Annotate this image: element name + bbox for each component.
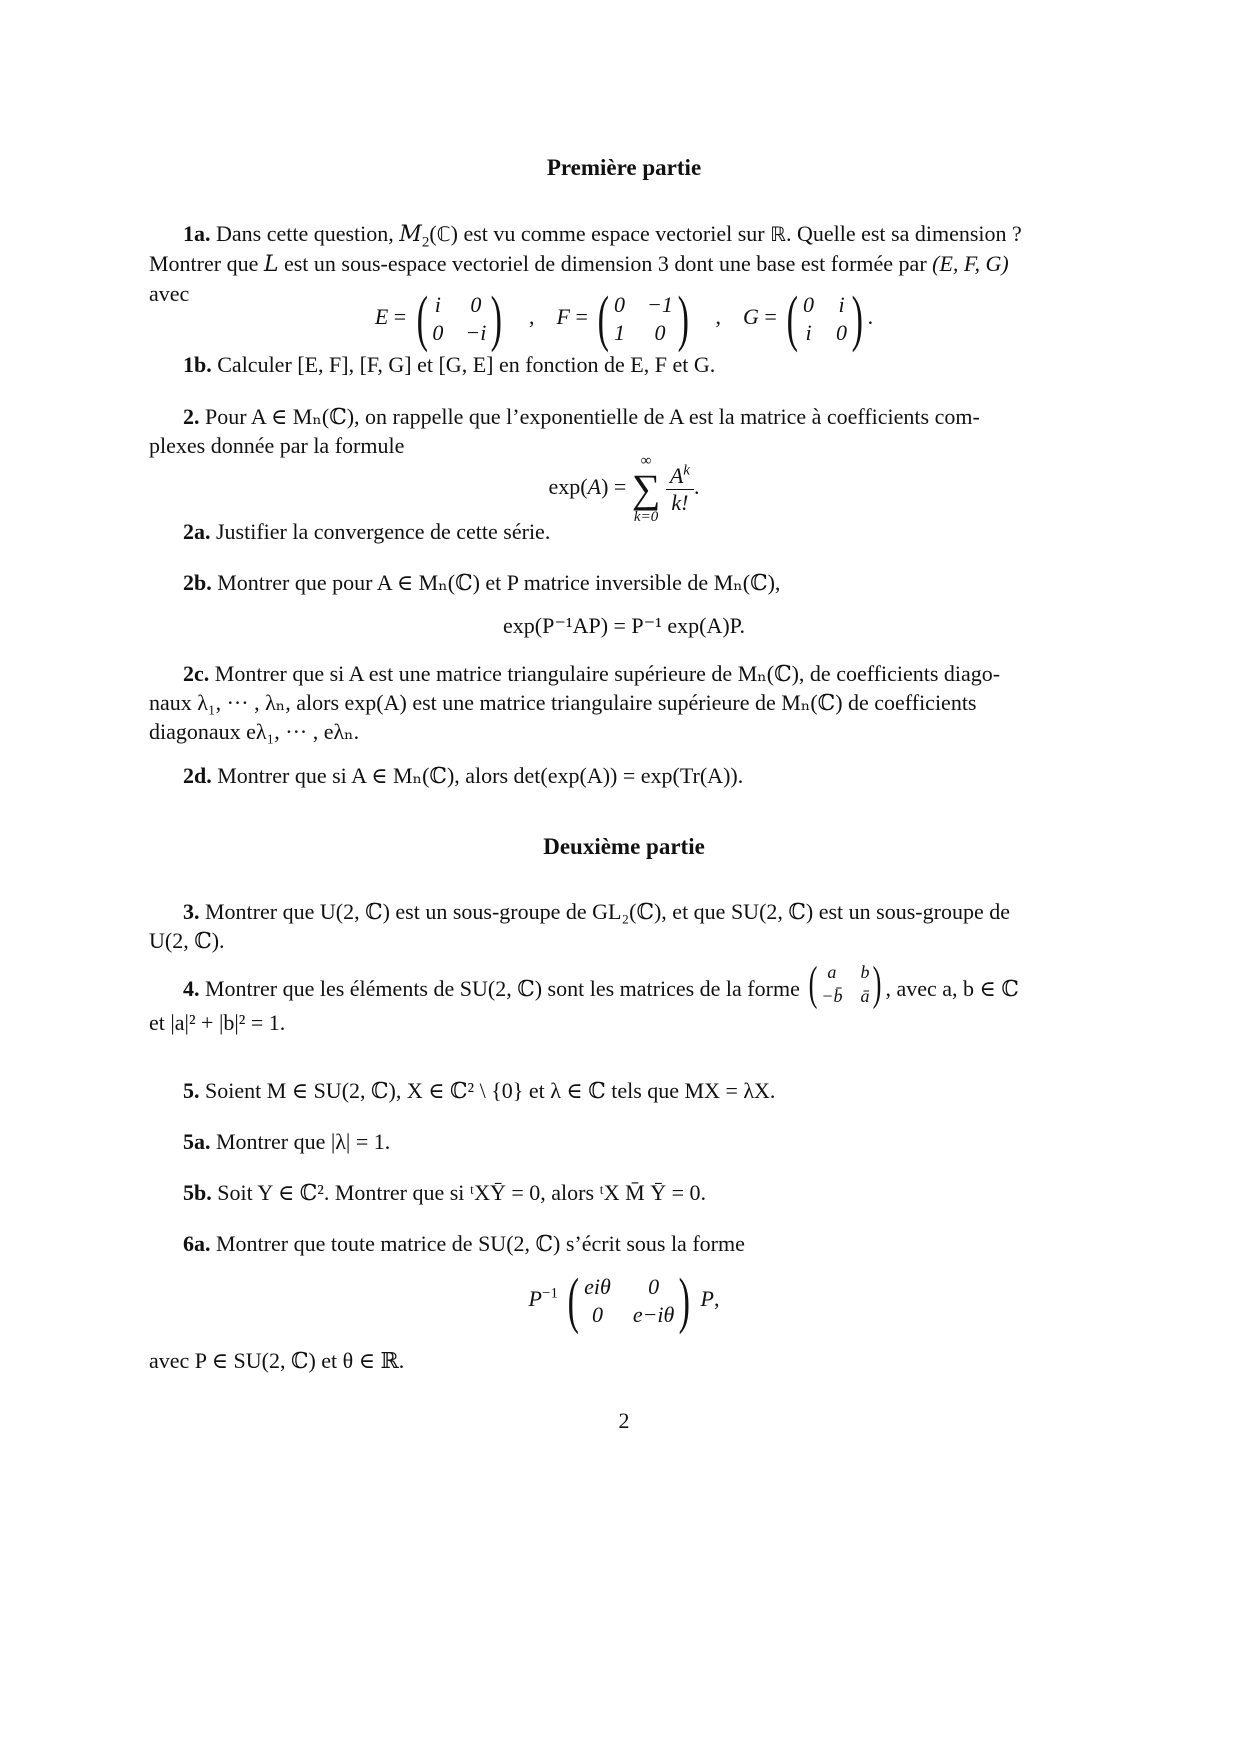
matrix-su2: ( a b −b̄ ā ) xyxy=(808,957,882,1010)
text: plexes donnée par la formule xyxy=(149,433,405,458)
question-2b xyxy=(149,568,1099,597)
text: Montrer que |λ| = 1. xyxy=(216,1129,391,1154)
math: M xyxy=(399,222,422,247)
text: Dans cette question, xyxy=(216,221,394,246)
question-1b xyxy=(149,350,1099,379)
text: diagonaux eλ₁, ··· , eλₙ. xyxy=(149,719,360,744)
matrix-diag: ( eiθ 0 0 e−iθ ) xyxy=(568,1267,691,1335)
text: Calculer [E, F], [F, G] et [G, E] en fonction de E, F et G. xyxy=(217,352,716,377)
formula-2b: exp(P⁻¹AP) = P⁻¹ exp(A)P. xyxy=(503,613,745,638)
question-number: 2. xyxy=(183,404,200,429)
text: Montrer que U(2, ℂ) est un sous-groupe de GL₂(ℂ), et que SU(2, ℂ) est un sous-groupe de xyxy=(205,899,1010,924)
question-number: 5a. xyxy=(183,1129,211,1154)
matrix-G: ( 0 i i 0 ) xyxy=(786,285,864,353)
matrix-F: ( 0 −1 1 0 ) xyxy=(598,285,689,353)
question-4 xyxy=(149,957,1099,1037)
question-number: 2d. xyxy=(183,763,212,788)
question-2a xyxy=(149,517,1099,546)
question-number: 1a. xyxy=(183,221,211,246)
text: et |a|² + |b|² = 1. xyxy=(149,1010,286,1035)
question-2d xyxy=(149,761,1099,790)
question-number: 2a. xyxy=(183,519,211,544)
text: Montrer que pour A ∈ Mₙ(ℂ) et P matrice inversible de Mₙ(ℂ), xyxy=(217,570,781,595)
math: L xyxy=(263,252,279,277)
matrix-E: ( i 0 0 −i ) xyxy=(416,285,503,353)
text: est vu comme espace vectoriel sur xyxy=(463,221,765,246)
question-number: 1b. xyxy=(183,352,212,377)
question-number: 5b. xyxy=(183,1180,212,1205)
question-number: 6a. xyxy=(183,1231,211,1256)
exp-formula: exp(A) = ∞ ∑ k=0 $\frac{A^k}{k!}$ . xyxy=(548,453,700,525)
text: est un sous-espace vectoriel de dimension 3 dont une base est formée par xyxy=(283,251,927,276)
page-number: 2 xyxy=(618,1408,630,1433)
text: Montrer que xyxy=(149,251,259,276)
text: Soient M ∈ SU(2, ℂ), X ∈ ℂ² \ {0} et λ ∈ ℂ tels que MX = λX. xyxy=(205,1078,776,1103)
question-5a xyxy=(149,1127,1099,1156)
text: naux λ₁, ··· , λₙ, alors exp(A) est une matrice triangulaire supérieure de Mₙ(ℂ) de coefficients xyxy=(149,690,977,715)
text: U(2, ℂ). xyxy=(149,928,225,953)
section-title-part2: Deuxième partie xyxy=(543,834,705,859)
text: Pour A ∈ Mₙ(ℂ), on rappelle que l’exponentielle de A est la matrice à coefficients com- xyxy=(205,404,980,429)
question-5b xyxy=(149,1178,1099,1207)
question-number: 2b. xyxy=(183,570,212,595)
text: , avec a, b ∈ ℂ xyxy=(885,976,1019,1002)
text: Montrer que les éléments de SU(2, ℂ) sont les matrices de la forme xyxy=(205,976,800,1002)
text: . Quelle est sa dimension ? xyxy=(785,221,1022,246)
section-title-part1: Première partie xyxy=(546,155,702,180)
question-5 xyxy=(149,1076,1099,1105)
text: Justifier la convergence de cette série. xyxy=(216,519,551,544)
question-1a: 1a. Dans cette question, $M_2(ℂ)$ est vu comme espace vectoriel sur ℝ. Quelle est sa dimension ? Montrer que L est un sous-espace vectoriel de dimension 3 dont une base est formée par (E, F, G) avec xyxy=(149,221,1022,306)
text: avec xyxy=(149,281,190,306)
question-2c xyxy=(149,659,1099,746)
question-number: 5. xyxy=(183,1078,200,1103)
text: Montrer que toute matrice de SU(2, ℂ) s’écrit sous la forme xyxy=(216,1231,745,1256)
matrices-EFG: E = ( i 0 0 −i ) , F = ( 0 −1 1 0 ) , G = ( 0 i i 0 ) . xyxy=(374,285,874,353)
question-6a xyxy=(149,1229,1099,1258)
question-number: 4. xyxy=(183,976,200,1002)
question-6a-after: avec P ∈ SU(2, ℂ) et θ ∈ ℝ. xyxy=(149,1348,405,1373)
text: Montrer que si A est une matrice triangulaire supérieure de Mₙ(ℂ), de coefficients diago- xyxy=(214,661,1001,686)
document-page xyxy=(149,0,1099,1754)
math: (E, F, G) xyxy=(932,251,1009,276)
question-3 xyxy=(149,897,1099,955)
text: Montrer que si A ∈ Mₙ(ℂ), alors det(exp(A)) = exp(Tr(A)). xyxy=(217,763,744,788)
question-number: 2c. xyxy=(183,661,210,686)
question-number: 3. xyxy=(183,899,200,924)
text: Soit Y ∈ ℂ². Montrer que si ᵗXȲ = 0, alors ᵗX M̄ Ȳ = 0. xyxy=(217,1180,706,1205)
diagonalization-formula: $P^{-1}$ ( eiθ 0 0 e−iθ ) P, xyxy=(528,1267,720,1335)
